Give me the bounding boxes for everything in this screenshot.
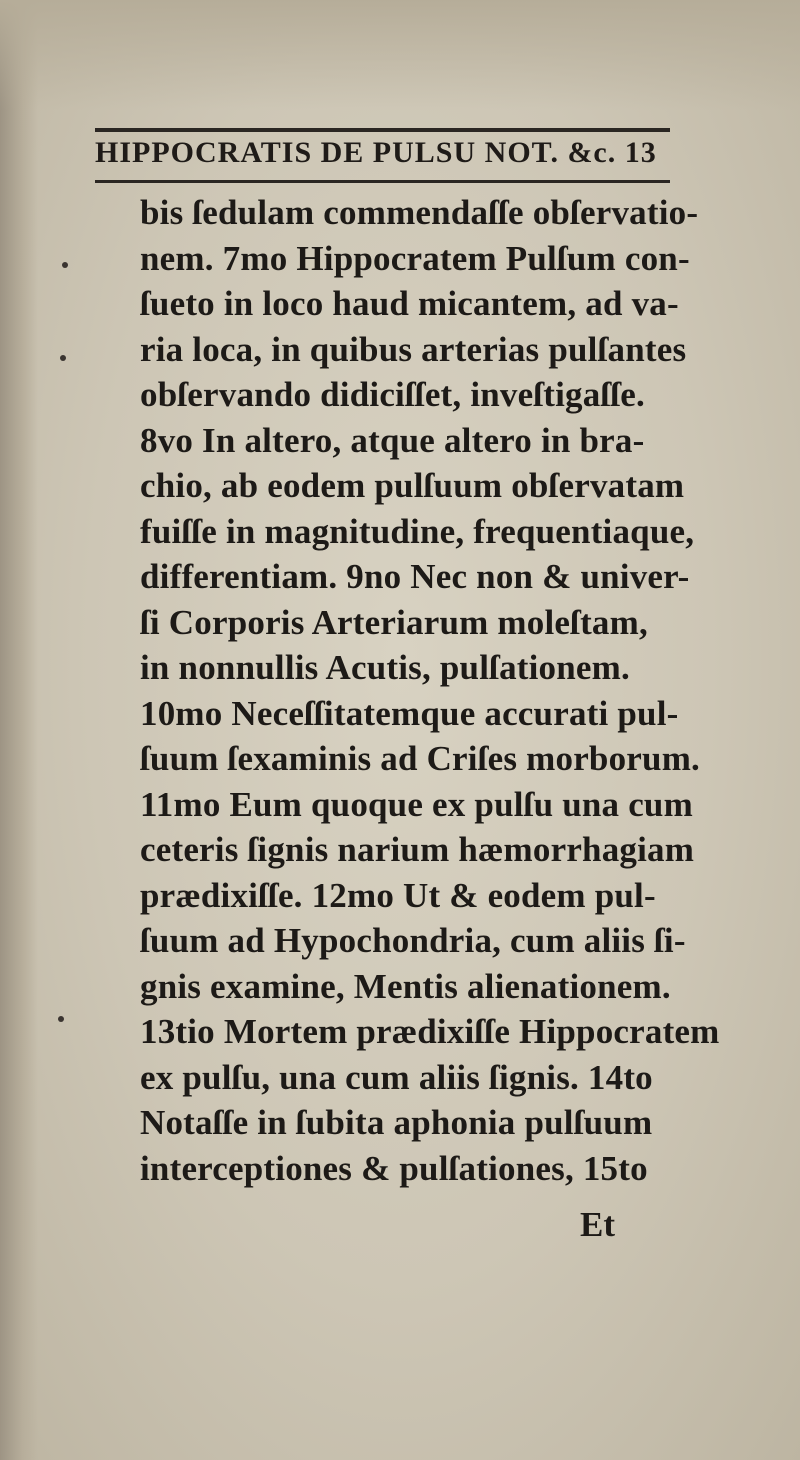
page-edge-shadow [0, 0, 38, 1460]
text-line: ria loca, in quibus arterias pulſantes [140, 329, 687, 369]
text-line: ex pulſu, una cum aliis ſignis. 14to [140, 1057, 653, 1097]
text-line: bis ſedulam commendaſſe obſervatio- [140, 193, 699, 232]
page-top-stain [0, 0, 800, 110]
text-line: in nonnullis Acutis, pulſationem. [140, 648, 630, 687]
text-line: obſervando didiciſſet, inveſtigaſſe. [140, 375, 645, 414]
text-line: 13tio Mortem prædixiſſe Hippocratem [140, 1012, 720, 1051]
text-line: ſi Corporis Arteriarum moleſtam, [140, 602, 648, 642]
running-header: HIPPOCRATIS DE PULSU NOT. &c. 13 [95, 136, 657, 169]
margin-speck [60, 355, 66, 361]
text-line: 11mo Eum quoque ex pulſu una cum [140, 784, 693, 824]
body-text [140, 190, 720, 1191]
text-line: 8vo In altero, atque altero in bra- [140, 420, 645, 460]
text-line: nem. 7mo Hippocratem Pulſum con- [140, 238, 690, 278]
header-rule-bottom [95, 180, 670, 183]
text-line: interceptiones & pulſationes, 15to [140, 1148, 648, 1188]
text-line: ſueto in loco haud micantem, ad va- [140, 284, 679, 323]
text-line: gnis examine, Mentis alienationem. [140, 966, 671, 1006]
text-line: prædixiſſe. 12mo Ut & eodem pul- [140, 875, 656, 915]
text-line: 10mo Neceſſitatemque accurati pul- [140, 693, 679, 733]
text-line: fuiſſe in magnitudine, frequentiaque, [140, 511, 695, 551]
header-rule-top [95, 128, 670, 132]
catchword: Et [580, 1205, 615, 1244]
text-line: Notaſſe in ſubita aphonia pulſuum [140, 1103, 653, 1142]
text-line: differentiam. 9no Nec non & univer- [140, 557, 690, 596]
margin-speck [62, 262, 68, 268]
text-line: ſuum ſexaminis ad Criſes morborum. [140, 739, 700, 778]
margin-speck [58, 1016, 64, 1022]
text-line: chio, ab eodem pulſuum obſervatam [140, 466, 685, 505]
text-line: ſuum ad Hypochondria, cum aliis ſi- [140, 921, 686, 960]
text-line: ceteris ſignis narium hæmorrhagiam [140, 830, 695, 869]
